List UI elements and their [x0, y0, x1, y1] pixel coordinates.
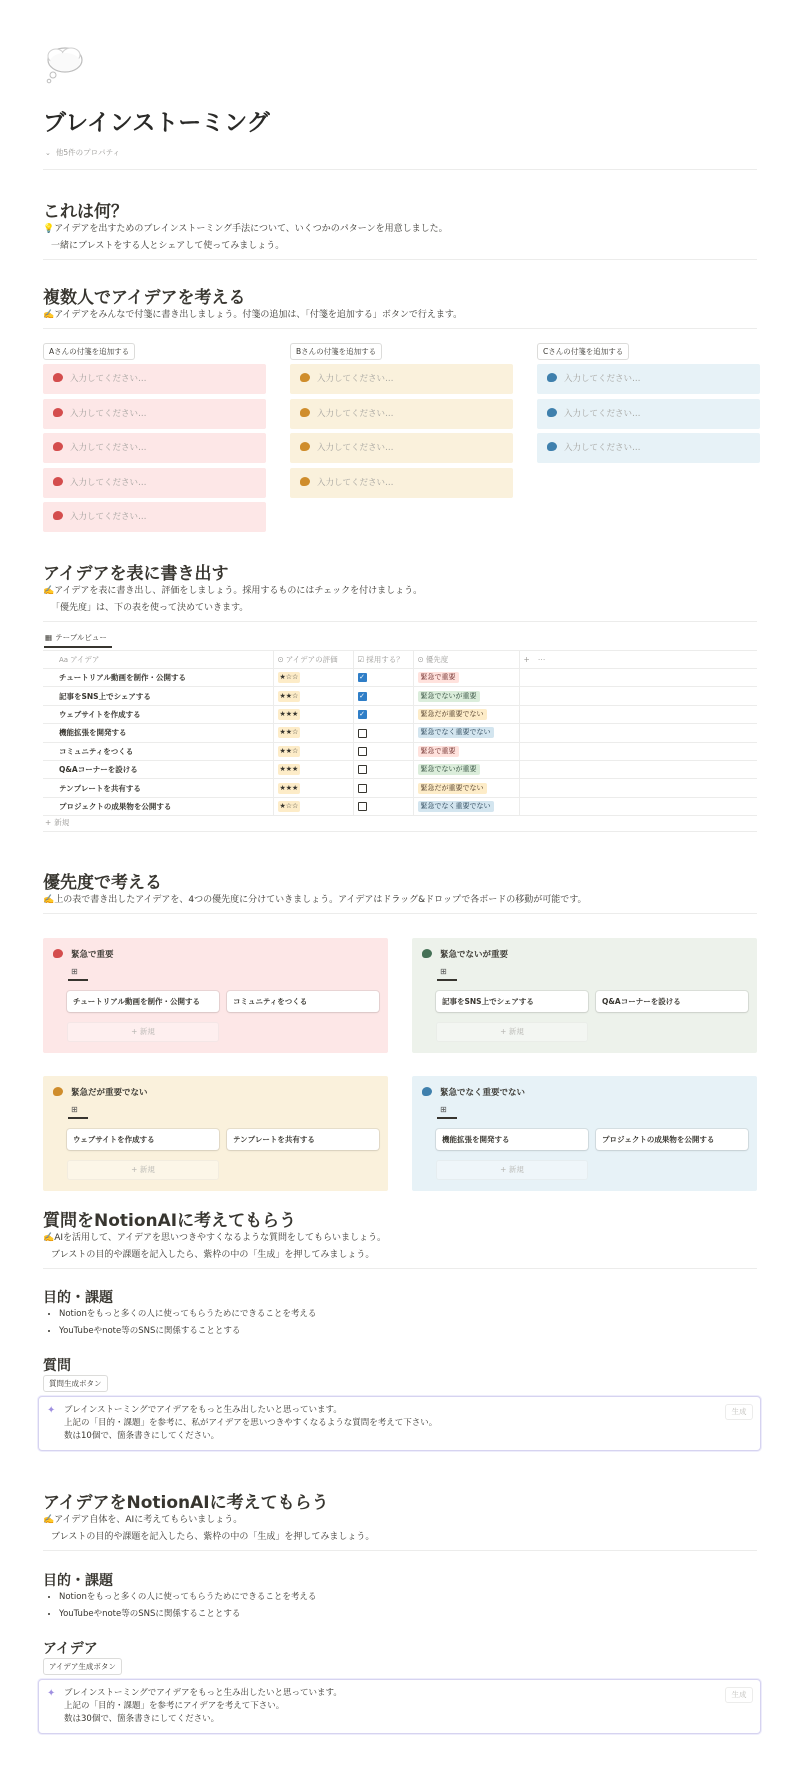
ai-ideas-line-1: ✍️アイデア自体を、AIに考えてもらいましょう。	[43, 1515, 243, 1525]
heading-priority: 優先度で考える	[43, 873, 162, 893]
sticky-note-placeholder: 入力してください…	[70, 512, 147, 522]
adopt-checkbox[interactable]	[358, 802, 367, 811]
board-new-button[interactable]: + 新規	[436, 1160, 588, 1180]
goals-list-1	[59, 1306, 316, 1340]
speech-bubble-icon	[53, 408, 63, 417]
cell-empty	[519, 742, 757, 760]
priority-tag: 緊急でなく重要でない	[418, 727, 494, 738]
ai-generate-button[interactable]: 生成	[725, 1687, 753, 1703]
sticky-note-placeholder: 入力してください…	[564, 443, 641, 453]
speech-bubble-icon	[300, 477, 310, 486]
rating-tag: ★★★	[279, 765, 299, 774]
priority-tag: 緊急で重要	[418, 746, 459, 757]
goal-item: • Notionをもっと多くの人に使ってもらうためにできることを考える	[59, 1306, 316, 1323]
goals-list-2	[59, 1589, 316, 1623]
checkbox-property-icon: ☑	[357, 655, 365, 664]
sticky-note-a[interactable]	[43, 468, 266, 498]
cell-idea[interactable]: チュートリアル動画を制作・公開する	[43, 669, 273, 687]
ai-prompt-block-ideas[interactable]	[38, 1679, 761, 1734]
sticky-note-a[interactable]	[43, 433, 266, 463]
board-title: 緊急だが重要でない	[53, 1086, 148, 1098]
sticky-note-a[interactable]	[43, 399, 266, 429]
speech-bubble-icon	[422, 1087, 432, 1096]
sticky-note-b[interactable]	[290, 433, 513, 463]
page-title[interactable]: ブレインストーミング	[43, 110, 270, 136]
plus-icon[interactable]: +	[523, 655, 530, 664]
adopt-checkbox[interactable]	[358, 747, 367, 756]
plus-icon: +	[131, 1165, 140, 1174]
board-new-button[interactable]: + 新規	[436, 1022, 588, 1042]
adopt-checkbox[interactable]	[358, 765, 367, 774]
board-card[interactable]: プロジェクトの成果物を公開する	[596, 1129, 748, 1150]
table-row[interactable]	[43, 705, 757, 723]
table-view-icon: ▦	[45, 633, 53, 642]
priority-tag: 緊急でないが重要	[418, 691, 480, 702]
board-card[interactable]: コミュニティをつくる	[227, 991, 379, 1012]
cell-empty	[519, 724, 757, 742]
ai-generate-button[interactable]: 生成	[725, 1404, 753, 1420]
cell-empty	[519, 760, 757, 778]
speech-bubble-icon	[300, 373, 310, 382]
cell-priority[interactable]	[413, 687, 519, 705]
more-icon[interactable]: ⋯	[537, 655, 546, 664]
gallery-view-icon[interactable]: ⊞	[440, 967, 447, 976]
heading-about: これは何？	[43, 202, 128, 222]
rating-tag: ★☆☆	[279, 801, 299, 810]
properties-toggle-label: 他5件のプロパティ	[55, 148, 121, 157]
priority-tag: 緊急だが重要でない	[418, 709, 487, 720]
tab-table-view[interactable]	[45, 632, 107, 643]
priority-line-1: ✍️上の表で書き出したアイデアを、4つの優先度に分けていきましょう。アイデアはドラッグ&ドロップで各ボードの移動が可能です。	[43, 895, 587, 905]
sticky-note-placeholder: 入力してください…	[317, 477, 394, 488]
speech-bubble-icon	[422, 949, 432, 958]
priority-tag: 緊急だが重要でない	[418, 783, 487, 794]
speech-bubble-icon	[53, 477, 63, 486]
about-line-1: 💡アイデアを出すためのブレインストーミング手法について、いくつかのパターンを用意しました。	[43, 224, 448, 234]
cell-priority[interactable]	[413, 669, 519, 687]
board-card[interactable]: 機能拡張を開発する	[436, 1129, 588, 1150]
select-property-icon: ⊙	[277, 655, 284, 664]
cell-rating[interactable]	[273, 724, 353, 742]
about-line-2: 一緒にブレストをする人とシェアして使ってみましょう。	[51, 241, 285, 251]
select-property-icon: ⊙	[417, 655, 424, 664]
rating-tag: ★★☆	[279, 746, 299, 755]
priority-tag: 緊急でないが重要	[418, 764, 480, 775]
plus-icon: +	[45, 818, 52, 827]
page-icon[interactable]	[43, 44, 87, 84]
properties-toggle[interactable]	[45, 147, 120, 158]
cell-rating[interactable]	[273, 760, 353, 778]
cell-empty	[519, 797, 757, 815]
speech-bubble-icon	[53, 511, 63, 520]
goal-item: • YouTubeやnote等のSNSに関係することとする	[59, 1323, 316, 1340]
heading-goals-1: 目的・課題	[43, 1290, 113, 1306]
priority-board[interactable]	[43, 938, 388, 1053]
sticky-note-a[interactable]	[43, 502, 266, 532]
ai-prompt-text: ブレインストーミングでアイデアをもっと生み出したいと思っています。 上記の「目的・課題」を参考に、私がアイデアを思いつきやすくなるような質問を考えて下さい。 数は10個で、箇条書きにしてください。	[64, 1405, 438, 1441]
cell-adopt[interactable]	[353, 797, 413, 815]
adopt-checkbox[interactable]: ✓	[359, 710, 365, 719]
table-header-row	[43, 651, 757, 669]
sticky-note-a[interactable]	[43, 364, 266, 394]
plus-icon: +	[500, 1027, 509, 1036]
heading-ai-questions: 質問をNotionAIに考えてもらう	[43, 1211, 297, 1231]
sparkle-icon: ✦	[47, 1405, 56, 1416]
cell-idea[interactable]: Q&Aコーナーを設ける	[43, 760, 273, 778]
sticky-note-c[interactable]	[537, 399, 760, 429]
cell-empty	[519, 705, 757, 723]
rating-tag: ★★★	[279, 709, 299, 718]
table-row[interactable]	[43, 760, 757, 778]
speech-bubble-icon	[300, 442, 310, 451]
adopt-checkbox[interactable]	[358, 729, 367, 738]
adopt-checkbox[interactable]	[358, 784, 367, 793]
ai-questions-line-2: ブレストの目的や課題を記入したら、紫枠の中の「生成」を押してみましょう。	[51, 1250, 375, 1260]
text-property-icon: Aa	[59, 656, 69, 664]
cell-adopt[interactable]	[353, 779, 413, 797]
sticky-note-placeholder: 入力してください…	[70, 408, 147, 419]
sticky-note-b[interactable]	[290, 468, 513, 498]
adopt-checkbox[interactable]: ✓	[359, 691, 365, 700]
priority-board[interactable]	[43, 1076, 388, 1191]
table-row[interactable]	[43, 687, 757, 705]
board-card[interactable]: テンプレートを共有する	[227, 1129, 379, 1150]
rating-tag: ★★☆	[279, 728, 299, 737]
speech-bubble-icon	[547, 373, 557, 382]
table-row[interactable]	[43, 742, 757, 760]
board-new-button[interactable]: + 新規	[67, 1022, 219, 1042]
heading-goals-2: 目的・課題	[43, 1573, 113, 1589]
cell-rating[interactable]	[273, 779, 353, 797]
rating-tag: ★☆☆	[279, 673, 299, 682]
goal-item: • Notionをもっと多くの人に使ってもらうためにできることを考える	[59, 1589, 316, 1606]
table-row[interactable]	[43, 779, 757, 797]
board-title: 緊急でないが重要	[422, 948, 508, 960]
cell-priority[interactable]	[413, 779, 519, 797]
ai-ideas-line-2: ブレストの目的や課題を記入したら、紫枠の中の「生成」を押してみましょう。	[51, 1532, 375, 1542]
goal-item: • YouTubeやnote等のSNSに関係することとする	[59, 1606, 316, 1623]
sticky-note-placeholder: 入力してください…	[564, 408, 641, 419]
board-card[interactable]: ウェブサイトを作成する	[67, 1129, 219, 1150]
sticky-note-c[interactable]	[537, 364, 760, 394]
cell-adopt[interactable]	[353, 687, 413, 705]
sticky-note-placeholder: 入力してください…	[70, 374, 147, 384]
gallery-view-icon[interactable]: ⊞	[71, 967, 78, 976]
priority-tag: 緊急でなく重要でない	[418, 801, 494, 812]
heading-table: アイデアを表に書き出す	[43, 564, 229, 584]
multi-line-1: ✍️アイデアをみんなで付箋に書き出しましょう。付箋の追加は、「付箋を追加する」ボタンで行えます。	[43, 310, 463, 320]
cell-priority[interactable]	[413, 742, 519, 760]
speech-bubble-icon	[53, 442, 63, 451]
adopt-checkbox[interactable]: ✓	[359, 673, 365, 682]
sticky-note-placeholder: 入力してください…	[317, 408, 394, 419]
cell-priority[interactable]	[413, 797, 519, 815]
rating-tag: ★★★	[279, 783, 299, 792]
board-card[interactable]: チュートリアル動画を制作・公開する	[67, 991, 219, 1012]
cell-empty	[519, 687, 757, 705]
chevron-down-icon: ⌄	[45, 149, 51, 157]
sticky-note-placeholder: 入力してください…	[317, 443, 394, 453]
ai-prompt-block-questions[interactable]	[38, 1396, 761, 1451]
speech-bubble-icon	[547, 408, 557, 417]
add-note-b-button[interactable]: Bさんの付箋を追加する	[290, 343, 382, 360]
heading-multi: 複数人でアイデアを考える	[43, 288, 246, 308]
speech-bubble-icon	[547, 442, 557, 451]
column-header-priority[interactable]: ⊙ 優先度	[413, 651, 519, 669]
sticky-note-placeholder: 入力してください…	[317, 374, 394, 384]
cell-empty	[519, 669, 757, 687]
cell-rating[interactable]	[273, 742, 353, 760]
plus-icon: +	[500, 1165, 509, 1174]
cell-empty	[519, 779, 757, 797]
cell-adopt[interactable]	[353, 669, 413, 687]
cell-rating[interactable]	[273, 687, 353, 705]
cell-adopt[interactable]	[353, 705, 413, 723]
priority-board[interactable]	[412, 938, 757, 1053]
sticky-note-placeholder: 入力してください…	[70, 477, 147, 488]
board-card[interactable]: 記事をSNS上でシェアする	[436, 991, 588, 1012]
tab-table-view-label: テーブルビュー	[55, 633, 107, 642]
add-note-a-button[interactable]: Aさんの付箋を追加する	[43, 343, 135, 360]
heading-ai-ideas: アイデアをNotionAIに考えてもらう	[43, 1493, 329, 1513]
cell-idea[interactable]: コミュニティをつくる	[43, 742, 273, 760]
column-header-add[interactable]	[519, 651, 757, 669]
board-card[interactable]: Q&Aコーナーを設ける	[596, 991, 748, 1012]
cell-idea[interactable]: プロジェクトの成果物を公開する	[43, 797, 273, 815]
table-row[interactable]	[43, 669, 757, 687]
column-header-idea[interactable]: Aa アイデア	[43, 651, 273, 669]
heading-questions: 質問	[43, 1358, 71, 1374]
cell-adopt[interactable]	[353, 760, 413, 778]
ai-questions-line-1: ✍️AIを活用して、アイデアを思いつきやすくなるような質問をしてもらいましょう。	[43, 1233, 387, 1243]
column-header-adopt[interactable]: ☑ 採用する？	[353, 651, 413, 669]
add-note-c-button[interactable]: Cさんの付箋を追加する	[537, 343, 629, 360]
speech-bubble-icon	[53, 373, 63, 382]
sticky-note-c[interactable]	[537, 433, 760, 463]
sparkle-icon: ✦	[47, 1688, 56, 1699]
board-title: 緊急でなく重要でない	[422, 1086, 525, 1098]
cell-idea[interactable]: 機能拡張を開発する	[43, 724, 273, 742]
board-title: 緊急で重要	[53, 948, 114, 960]
ideas-table	[43, 650, 757, 816]
column-header-rating[interactable]: ⊙ アイデアの評価	[273, 651, 353, 669]
table-row[interactable]	[43, 724, 757, 742]
cell-idea[interactable]: ウェブサイトを作成する	[43, 705, 273, 723]
priority-board[interactable]	[412, 1076, 757, 1191]
sticky-note-b[interactable]	[290, 399, 513, 429]
generate-ideas-button[interactable]: アイデア生成ボタン	[43, 1658, 122, 1675]
generate-questions-button[interactable]: 質問生成ボタン	[43, 1375, 108, 1392]
speech-bubble-icon	[53, 949, 63, 958]
rating-tag: ★★☆	[279, 691, 299, 700]
table-row[interactable]	[43, 797, 757, 815]
table-line-1: ✍️アイデアを表に書き出し、評価をしましょう。採用するものにはチェックを付けましょう。	[43, 586, 423, 596]
speech-bubble-icon	[300, 408, 310, 417]
heading-ideas: アイデア	[43, 1641, 98, 1657]
cell-adopt[interactable]	[353, 742, 413, 760]
thought-balloon-icon	[43, 44, 87, 84]
board-new-button[interactable]: + 新規	[67, 1160, 219, 1180]
gallery-view-icon[interactable]: ⊞	[440, 1105, 447, 1114]
cell-priority[interactable]	[413, 760, 519, 778]
sticky-note-placeholder: 入力してください…	[70, 443, 147, 453]
table-new-row-button[interactable]: + 新規	[45, 818, 70, 827]
cell-rating[interactable]	[273, 797, 353, 815]
cell-priority[interactable]	[413, 724, 519, 742]
priority-tag: 緊急で重要	[418, 672, 459, 683]
cell-idea[interactable]: テンプレートを共有する	[43, 779, 273, 797]
gallery-view-icon[interactable]: ⊞	[71, 1105, 78, 1114]
table-line-2: 「優先度」は、下の表を使って決めていきます。	[51, 603, 249, 613]
sticky-note-b[interactable]	[290, 364, 513, 394]
ai-prompt-text: ブレインストーミングでアイデアをもっと生み出したいと思っています。 上記の「目的・課題」を参考にアイデアを考えて下さい。 数は30個で、箇条書きにしてください。	[64, 1688, 342, 1724]
speech-bubble-icon	[53, 1087, 63, 1096]
cell-idea[interactable]: 記事をSNS上でシェアする	[43, 687, 273, 705]
sticky-note-placeholder: 入力してください…	[564, 374, 641, 384]
cell-adopt[interactable]	[353, 724, 413, 742]
plus-icon: +	[131, 1027, 140, 1036]
cell-rating[interactable]	[273, 669, 353, 687]
cell-rating[interactable]	[273, 705, 353, 723]
cell-priority[interactable]	[413, 705, 519, 723]
